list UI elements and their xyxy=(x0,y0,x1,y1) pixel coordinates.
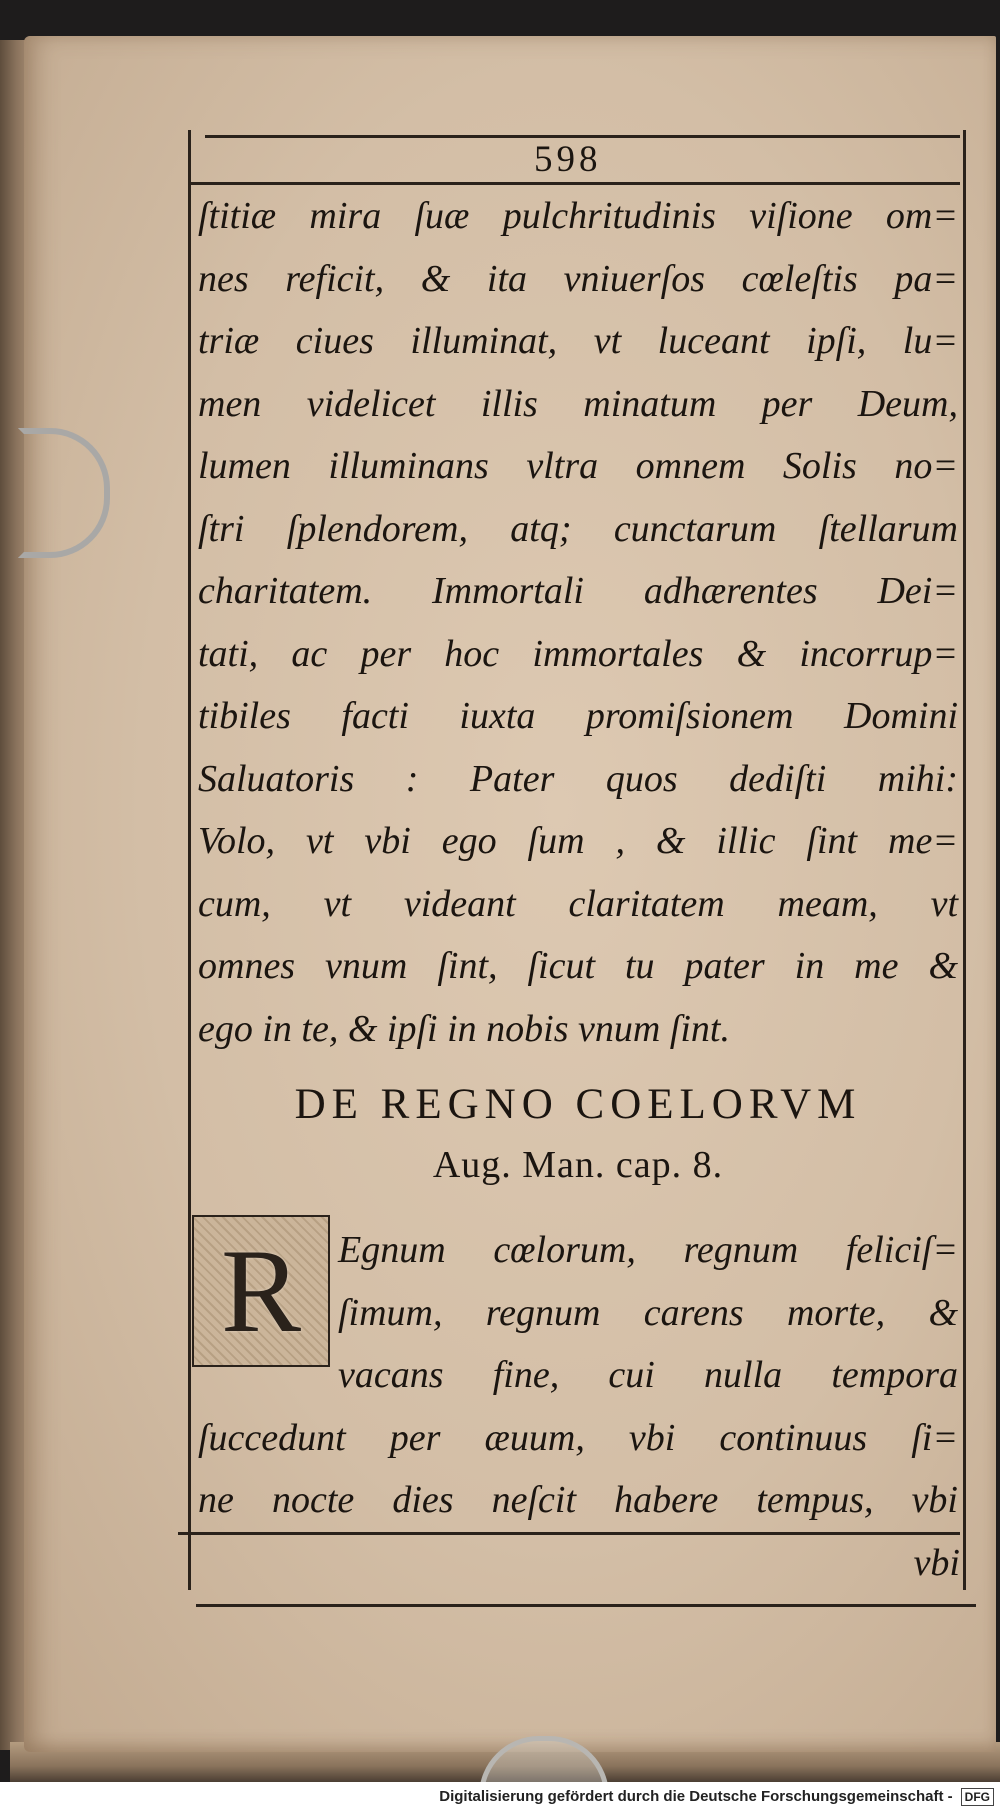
text-line: men videlicet illis minatum per Deum, xyxy=(198,382,958,425)
text-line: cum, vt videant claritatem meam, vt xyxy=(198,882,958,925)
text-line: tati, ac per hoc immortales & incorrup= xyxy=(198,632,958,675)
text-line: ſtri ſplendorem, atq; cunctarum ſtellarum xyxy=(198,507,958,550)
text-line: Saluatoris : Pater quos dediſti mihi: xyxy=(198,757,958,800)
text-line: charitatem. Immortali adhærentes Dei= xyxy=(198,570,958,612)
text-line: triæ ciues illuminat, vt luceant ipſi, lu= xyxy=(198,320,958,362)
text-line: nes reficit, & ita vniuerſos cœleſtis pa= xyxy=(198,257,958,300)
catchword: vbi xyxy=(913,1542,960,1584)
text-line: tibiles facti iuxta promiſsionem Domini xyxy=(198,695,958,737)
text-line: omnes vnum ſint, ſicut tu pater in me & xyxy=(198,945,958,987)
text-line: ſtitiæ mira ſuæ pulchritudinis viſione om= xyxy=(198,195,958,237)
text-line: vacans fine, cui nulla tempora xyxy=(338,1354,958,1396)
text-line: lumen illuminans vltra omnem Solis no= xyxy=(198,445,958,487)
text-line: ego in te, & ipſi in nobis vnum ſint. xyxy=(198,1007,730,1050)
text-line: Volo, vt vbi ego ſum , & illic ſint me= xyxy=(198,820,958,862)
text-line: Egnum cœlorum, regnum feliciſ= xyxy=(338,1229,958,1271)
text-line: ſuccedunt per æuum, vbi continuus ſi= xyxy=(198,1416,958,1459)
dfg-logo-icon: DFG xyxy=(961,1788,994,1806)
page-clip-icon xyxy=(18,428,110,558)
digitization-footer xyxy=(0,1782,1000,1811)
initial-letter: R xyxy=(220,1224,302,1357)
body-text xyxy=(198,185,958,1060)
section-heading: DE REGNO COELORVM xyxy=(294,1081,862,1128)
text-line: ſimum, regnum carens morte, & xyxy=(338,1291,958,1334)
frame-bottom-rule xyxy=(196,1604,976,1607)
section-source: Aug. Man. cap. 8. xyxy=(432,1144,724,1186)
text-line: ne nocte dies neſcit habere tempus, vbi xyxy=(198,1479,958,1521)
footer-credit: Digitalisierung gefördert durch die Deutsche Forschungsgemeinschaft - xyxy=(439,1788,953,1805)
section-text xyxy=(198,1220,958,1533)
page-number: 598 xyxy=(534,139,602,180)
